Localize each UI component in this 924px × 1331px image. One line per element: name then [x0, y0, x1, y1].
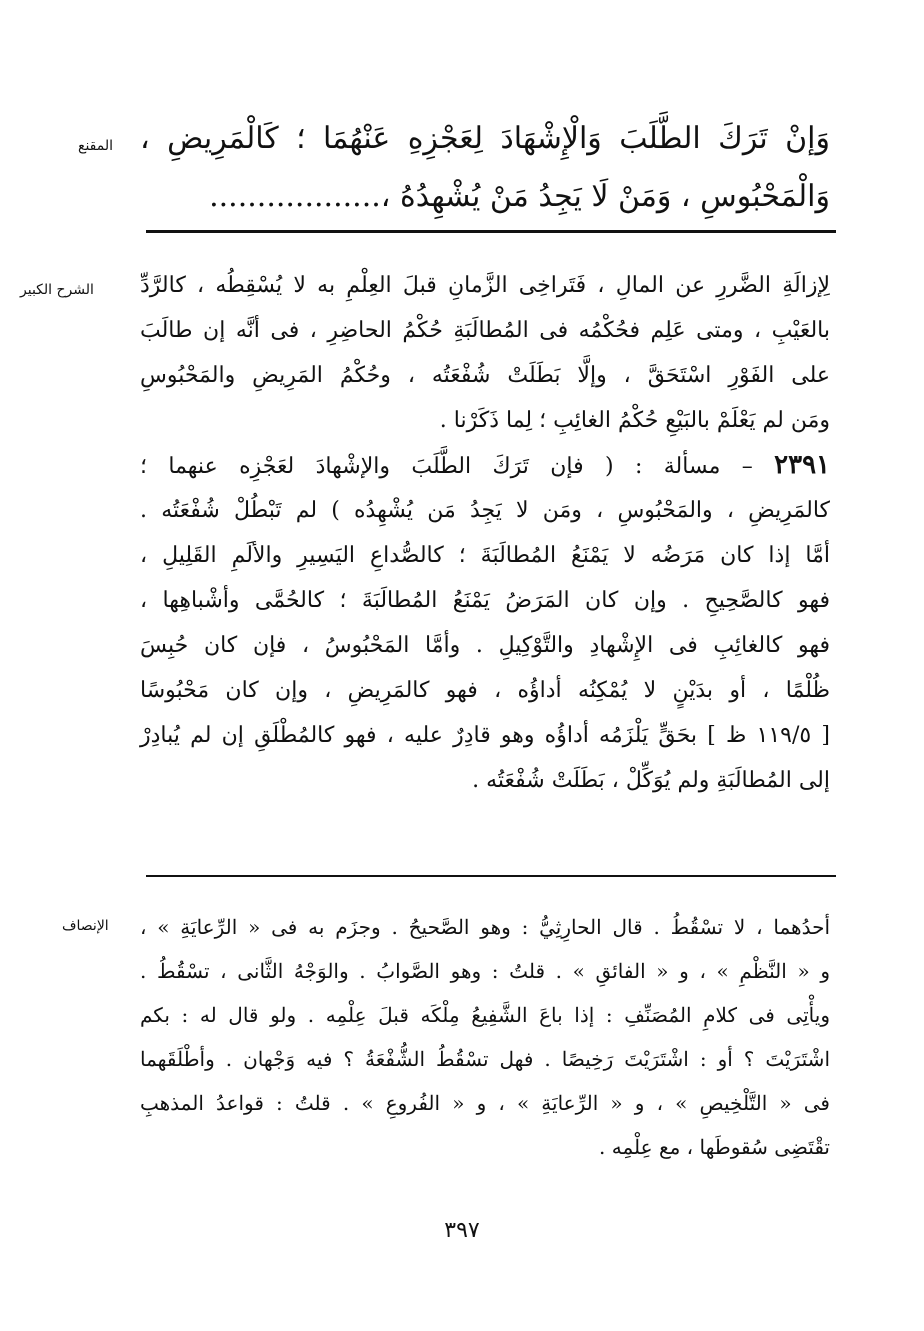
insaf-line-2: و « النَّظْمِ » ، و « الفائقِ » . قلتُ : وهو الصَّوابُ . والوَجْهُ الثَّانى ، تسْقُطُ .: [140, 959, 830, 983]
insaf-line-5: فى « التَّلْخِيصِ » ، و « الرِّعايَةِ » ، و « الفُروعِ » . قلتُ : قواعدُ المذهبِ: [140, 1091, 830, 1115]
issue-line-4: فهو كالصَّحِيحِ . وإن كان المَرَضُ يَمْنَعُ المُطالَبَةَ ؛ كالحُمَّى وأشْباهِها ،: [140, 588, 830, 613]
insaf-line-6: تقْتَضِى سُقوطَها ، مع عِلْمِه .: [599, 1135, 830, 1159]
insaf-label: الإنصاف: [62, 918, 109, 934]
muqni-separator: [146, 230, 836, 233]
muqni-text: [140, 110, 830, 226]
issue-line-1: – مسألة : ( فإن تَرَكَ الطَّلَبَ والإشْهادَ لعَجْزِه عنهما ؛: [140, 454, 753, 479]
sharh-label: الشرح الكبير: [20, 282, 94, 298]
insaf-text: [140, 905, 830, 1169]
insaf-line-1: أحدُهما ، لا تسْقُطُ . قال الحارِثِيُّ : وهو الصَّحيحُ . وجزَم به فى « الرِّعايَةِ » ،: [140, 915, 830, 939]
insaf-line-4: اشْتَرَيْتَ ؟ أو : اشْتَرَيْتَ رَخِيصًا . فهل تسْقُطُ الشُّفْعَةُ ؟ فيه وَجْهان . وأطْلَقَهما: [140, 1047, 830, 1071]
page-number: ٣٩٧: [444, 1218, 480, 1243]
sharh-line-1: لِإزالَةِ الضَّررِ عن المالِ ، فَتَراخِى الزَّمانِ قبلَ العِلْمِ به لا يُسْقِطُه ، كالرَّدِّ: [140, 273, 830, 298]
muqni-label: المقنع: [78, 138, 114, 154]
sharh-text: [140, 263, 830, 803]
sharh-line-4: ومَن لم يَعْلَمْ بالبَيْعِ حُكْمُ الغائِبِ ؛ لِما ذَكَرْنا .: [439, 408, 830, 433]
issue-line-7: [ ١١٩/٥ ظ ] بحَقٍّ يَلْزَمُه أداؤُه وهو قادِرٌ عليه ، فهو كالمُطْلَقِ إن لم يُبادِرْ: [140, 723, 830, 748]
muqni-line-2: وَالْمَحْبُوسِ ، وَمَنْ لَا يَجِدُ مَنْ يُشْهِدُهُ ،..................: [209, 179, 830, 214]
issue-line-8: إلى المُطالَبَةِ ولم يُوَكِّلْ ، بَطَلَتْ شُفْعَتُه .: [472, 768, 830, 793]
muqni-line-1: وَإنْ تَرَكَ الطَّلَبَ وَالْإِشْهَادَ لِعَجْزِهِ عَنْهُمَا ؛ كَالْمَرِيضِ ،: [140, 121, 830, 156]
issue-line-5: فهو كالغائِبِ فى الإِشْهادِ والتَّوْكِيلِ . وأمَّا المَحْبُوسُ ، فإن كان حُبِسَ: [140, 633, 830, 658]
issue-line-3: أمَّا إذا كان مَرَضُه لا يَمْنَعُ المُطالَبَةَ ؛ كالصُّداعِ اليَسِيرِ والألَمِ القَلِيلِ ،: [140, 543, 830, 568]
insaf-line-3: ويأْتِى فى كلامِ المُصَنِّفِ : إذا باعَ الشَّفِيعُ مِلْكَه قبلَ عِلْمِه . ولو قال له : بكم: [140, 1003, 830, 1027]
issue-heading-line: [140, 443, 830, 488]
sharh-line-3: على الفَوْرِ اسْتَحَقَّ ، وإلَّا بَطَلَتْ شُفْعَتُه ، وحُكْمُ المَرِيضِ والمَحْبُوسِ: [140, 363, 830, 388]
issue-line-2: كالمَرِيضِ ، والمَحْبُوسِ ، ومَن لا يَجِدُ مَن يُشْهِدُه ) لم تَبْطُلْ شُفْعَتُه .: [140, 498, 830, 523]
issue-number: ٢٣٩١: [774, 450, 831, 480]
sharh-separator: [146, 875, 836, 877]
sharh-line-2: بالعَيْبِ ، ومتى عَلِم فحُكْمُه فى المُطالَبَةِ حُكْمُ الحاضِرِ ، فى أنَّه إن طالَبَ: [140, 318, 831, 343]
issue-line-6: ظُلْمًا ، أو بدَيْنٍ لا يُمْكِنُه أداؤُه ، فهو كالمَرِيضِ ، وإن كان مَحْبُوسًا: [140, 678, 830, 703]
